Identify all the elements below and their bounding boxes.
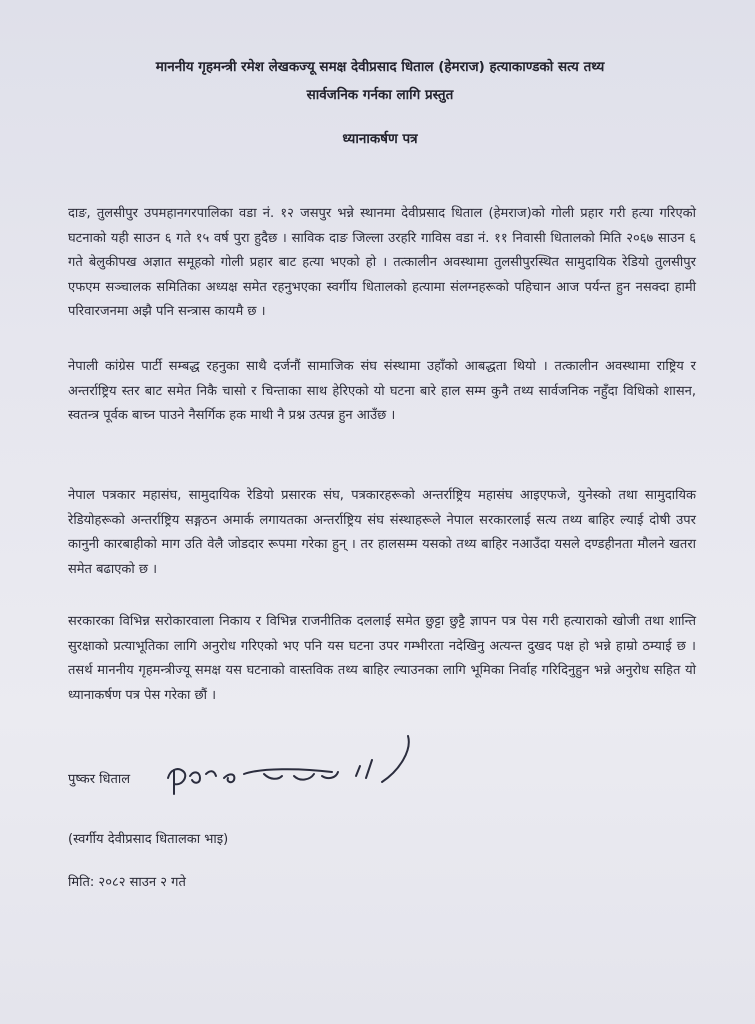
body-paragraph-2: नेपाली कांग्रेस पार्टी सम्बद्ध रहनुका साथै दर्जनौं सामाजिक संघ संस्थामा उहाँको आबद्धता थियो । तत्कालीन अवस्थामा राष्ट्रिय र अन्तर्राष्ट्रिय स्तर बाट समेत निकै चासो र चिन्ताका साथ हेरिएको यो घटना बारे हाल सम्म कुनै तथ्य सार्वजनिक नहुँदा विधिको शासन, स्वतन्त्र पूर्वक बाच्न पाउने नैसर्गिक हक माथी नै प्रश्न उत्पन्न हुन आउँछ । [68, 359, 696, 423]
body-paragraph-4: सरकारका विभिन्न सरोकारवाला निकाय र विभिन्न राजनीतिक दललाई समेत छुट्टा छुट्टै ज्ञापन पत्र पेस गरी हत्याराको खोजी तथा शान्ति सुरक्षाको प्रत्याभूतिका लागि अनुरोध गरिएको भए पनि यस घटना उपर गम्भीरता नदेखिनु अत्यन्त दुखद पक्ष हो भन्ने हाम्रो ठम्याई छ । तसर्थ माननीय गृहमन्त्रीज्यू समक्ष यस घटनाको वास्तविक तथ्य बाहिर ल्याउनका लागि भूमिका निर्वाह गरिदिनुहुन भन्ने अनुरोध सहित यो ध्यानाकर्षण पत्र पेस गरेका छौं । [68, 614, 696, 703]
letter-subject: ध्यानाकर्षण पत्र [342, 131, 418, 147]
handwritten-signature [160, 730, 425, 805]
letter-title-line-2: सार्वजनिक गर्नका लागि प्रस्तुत [306, 87, 454, 103]
signatory-name: पुष्कर धिताल [68, 772, 131, 787]
letter-title-line-1: माननीय गृहमन्त्री रमेश लेखकज्यू समक्ष देवीप्रसाद धिताल (हेमराज) हत्याकाण्डको सत्य तथ्य [155, 59, 605, 75]
body-paragraph-3: नेपाल पत्रकार महासंघ, सामुदायिक रेडियो प्रसारक संघ, पत्रकारहरूको अन्तर्राष्ट्रिय महासंघ आइएफजे, युनेस्को तथा सामुदायिक रेडियोहरूको अन्तर्राष्ट्रिय सङ्गठन अमार्क लगायतका अन्तर्राष्ट्रिय संघ संस्थाहरूले नेपाल सरकारलाई सत्य तथ्य बाहिर ल्याई दोषी उपर कानुनी कारबाहीको माग उति वेलै जोडदार रूपमा गरेका हुन् । तर हालसम्म यसको तथ्य बाहिर नआउँदा यसले दण्डहीनता मौलने खतरा समेत बढाएको छ । [68, 488, 696, 577]
letter-date: मिति: २०८२ साउन २ गते [68, 875, 186, 890]
body-paragraph-1: दाङ, तुलसीपुर उपमहानगरपालिका वडा नं. १२ जसपुर भन्ने स्थानमा देवीप्रसाद धिताल (हेमराज)को गोली प्रहार गरी हत्या गरिएको घटनाको यही साउन ६ गते १५ वर्ष पुरा हुदैछ । साविक दाङ जिल्ला उरहरि गाविस वडा नं. ११ निवासी धितालको मिति २०६७ साउन ६ गते बेलुकीपख अज्ञात समूहको गोली प्रहार बाट हत्या भएको हो । तत्कालीन अवस्थामा तुलसीपुरस्थित सामुदायिक रेडियो तुलसीपुर एफएम सञ्चालक समितिका अध्यक्ष समेत रहनुभएका स्वर्गीय धितालको हत्यामा संलग्नहरूको पहिचान आज पर्यन्त हुन नसक्दा हामी परिवारजनमा अझै पनि सन्त्रास कायमै छ । [68, 206, 696, 319]
signatory-relation: (स्वर्गीय देवीप्रसाद धितालका भाइ) [68, 832, 229, 847]
